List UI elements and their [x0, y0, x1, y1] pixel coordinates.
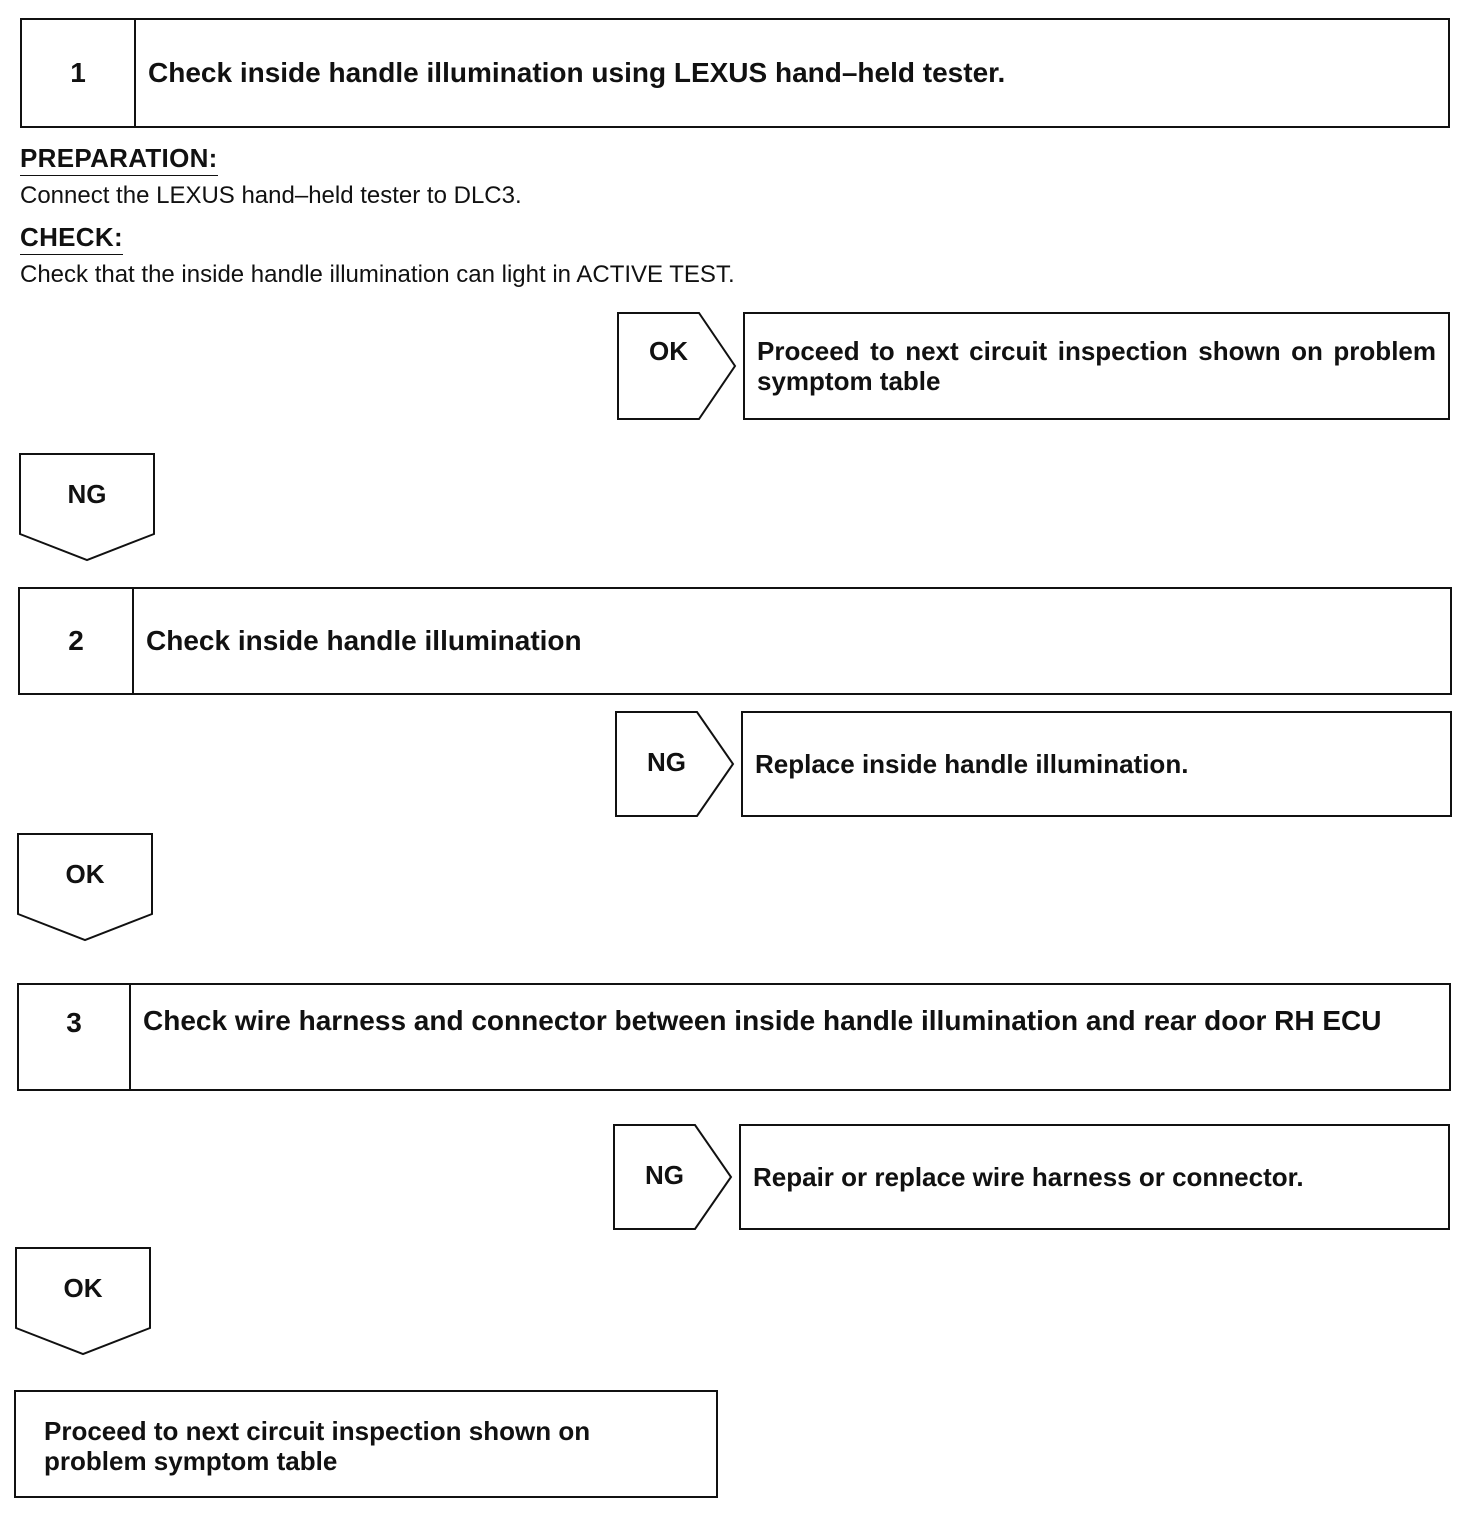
ng-branch-2-action-box: [741, 711, 1452, 817]
ng-branch-2-label: NG: [647, 747, 686, 777]
step-3-title: Check wire harness and connector between inside handle illumination and rear door RH ECU: [143, 1005, 1382, 1036]
ok-down-2-label: OK: [63, 1273, 103, 1303]
preparation-heading: PREPARATION:: [20, 145, 218, 171]
check-heading: CHECK:: [20, 224, 123, 250]
step-2-title: Check inside handle illumination: [146, 625, 582, 656]
preparation-text: Connect the LEXUS hand–held tester to DLC3.: [20, 182, 522, 209]
ng-branch-arrow-2: [615, 711, 735, 817]
ok-down-1-label: OK: [65, 859, 105, 889]
step-1-box: [20, 18, 1450, 128]
ok-down-arrow-1: [17, 833, 153, 941]
step-1-title: Check inside handle illumination using LEXUS hand–held tester.: [148, 57, 1006, 88]
final-action-text: Proceed to next circuit inspection shown on problem symptom table: [44, 1416, 591, 1476]
ok-branch-label: OK: [649, 336, 688, 366]
step-2-number: 2: [20, 589, 134, 693]
ng-branch-3-action-text: Repair or replace wire harness or connector.: [753, 1162, 1304, 1192]
ok-down-arrow-2: [15, 1247, 151, 1355]
check-text: Check that the inside handle illumination can light in ACTIVE TEST.: [20, 261, 735, 288]
ng-branch-3-action-box: [739, 1124, 1450, 1230]
step-3-number: 3: [19, 985, 131, 1089]
ng-branch-3-label: NG: [645, 1160, 684, 1190]
step-1-number: 1: [22, 20, 136, 126]
ok-branch-arrow: [617, 312, 737, 420]
ng-down-arrow: [19, 453, 155, 561]
ok-branch-action-text: Proceed to next circuit inspection shown on problem symptom table: [757, 336, 1436, 396]
step-2-box: [18, 587, 1452, 695]
ng-branch-arrow-3: [613, 1124, 733, 1230]
ok-branch-action-box: [743, 312, 1450, 420]
step-3-box: [17, 983, 1451, 1091]
ng-branch-2-action-text: Replace inside handle illumination.: [755, 749, 1189, 779]
ng-down-label: NG: [67, 479, 107, 509]
final-action-box: [14, 1390, 718, 1498]
